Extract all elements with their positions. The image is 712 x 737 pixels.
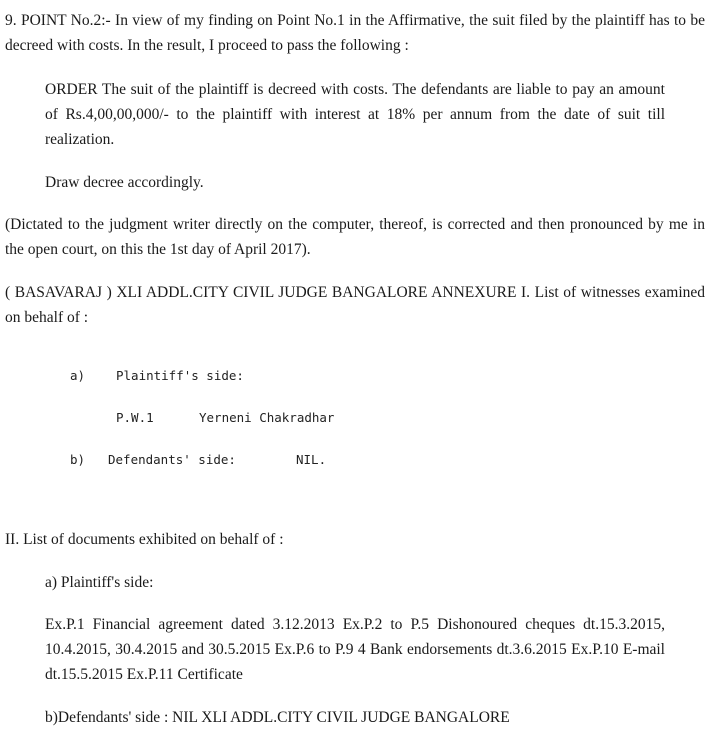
defendant-side-label: Defendants' side:	[108, 452, 236, 467]
documents-heading: II. List of documents exhibited on behalf of :	[5, 531, 284, 548]
plaintiff-docs-heading: a) Plaintiff's side:	[45, 574, 154, 591]
defendant-side-value: NIL.	[296, 452, 327, 467]
defendant-documents-line: b)Defendants' side : NIL XLI ADDL.CITY CIVIL JUDGE BANGALORE	[45, 709, 510, 726]
witness-id: P.W.1	[116, 410, 154, 425]
order-paragraph: ORDER The suit of the plaintiff is decreed with costs. The defendants are liable to pay an amount of Rs.4,00,00,000/- to the plaintiff with interest at 18% per annum from the date of suit till realization.	[45, 81, 665, 148]
dictation-paragraph: (Dictated to the judgment writer directly on the computer, thereof, is corrected and then pronounced by me in the open court, on this the 1st day of April 2017).	[5, 216, 705, 258]
judge-annexure-paragraph: ( BASAVARAJ ) XLI ADDL.CITY CIVIL JUDGE BANGALORE ANNEXURE I. List of witnesses examined on behalf of :	[5, 284, 705, 326]
plaintiff-side-label: Plaintiff's side:	[116, 368, 244, 383]
decree-line: Draw decree accordingly.	[45, 174, 204, 191]
point-2-paragraph: 9. POINT No.2:- In view of my finding on Point No.1 in the Affirmative, the suit filed by the plaintiff has to be decreed with costs. In the result, I proceed to pass the following :	[5, 12, 705, 54]
witness-name: Yerneni Chakradhar	[199, 410, 335, 425]
plaintiff-side-marker: a)	[70, 368, 86, 383]
defendant-side-marker: b)	[70, 452, 86, 467]
plaintiff-documents-paragraph: Ex.P.1 Financial agreement dated 3.12.2013 Ex.P.2 to P.5 Dishonoured cheques dt.15.3.2015, 10.4.2015, 30.4.2015 and 30.5.2015 Ex.P.6 to P.9 4 Bank endorsements dt.3.6.2015 Ex.P.10 E-mail dt.15.5.2015 Ex.P.11 Certificate	[45, 616, 665, 683]
